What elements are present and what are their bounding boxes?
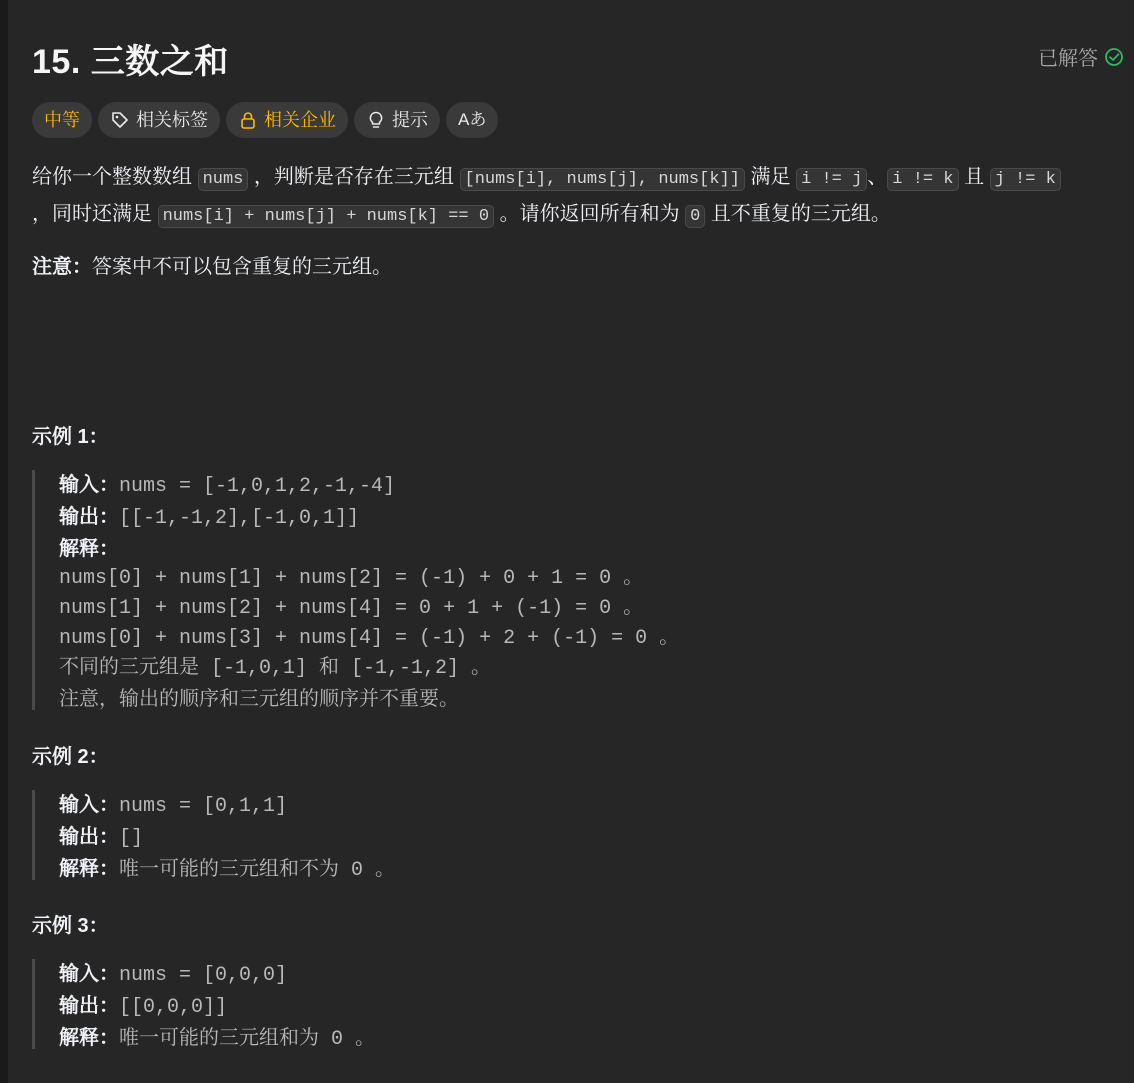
example-3-title: 示例 3： xyxy=(32,915,109,937)
explain-detail-line: nums[1] + nums[2] + nums[4] = 0 + 1 + (-1) = 0 。 xyxy=(59,597,644,620)
example-explain-line xyxy=(59,1023,375,1055)
explain-label: 解释： xyxy=(59,858,119,880)
explain-detail-line: 注意，输出的顺序和三元组的顺序并不重要。 xyxy=(59,688,459,710)
input-label: 输入： xyxy=(59,474,119,496)
statement-text: 、 xyxy=(867,166,888,188)
translate-button[interactable] xyxy=(446,102,498,138)
hint-button[interactable] xyxy=(354,102,440,138)
output-label: 输出： xyxy=(59,826,119,848)
example-explain-line xyxy=(59,854,395,886)
explain-label: 解释： xyxy=(59,1027,119,1049)
note-text: 答案中不可以包含重复的三元组。 xyxy=(92,256,392,278)
explain-detail-line: nums[0] + nums[1] + nums[2] = (-1) + 0 + 1 = 0 。 xyxy=(59,567,644,590)
inline-code: i != k xyxy=(887,168,958,191)
check-circle-icon xyxy=(1104,47,1124,67)
example-explain: 唯一可能的三元组和不为 0 。 xyxy=(119,859,396,882)
example-1-block xyxy=(32,470,679,710)
example-input: nums = [0,1,1] xyxy=(119,795,288,818)
translate-icon: Aあ xyxy=(458,110,487,129)
output-label: 输出： xyxy=(59,506,119,528)
example-input-line xyxy=(59,959,375,991)
input-label: 输入： xyxy=(59,963,119,985)
statement-text: 且不重复的三元组。 xyxy=(705,203,891,225)
statement-text: 且 xyxy=(958,166,990,188)
example-input-line xyxy=(59,470,679,502)
title-row xyxy=(32,34,1124,81)
input-label: 输入： xyxy=(59,794,119,816)
example-output-line xyxy=(59,822,395,854)
explain-label: 解释： xyxy=(59,538,119,560)
note-label: 注意： xyxy=(32,256,92,278)
example-2-title: 示例 2： xyxy=(32,746,109,768)
explain-detail-line: nums[0] + nums[3] + nums[4] = (-1) + 2 + (-1) = 0 。 xyxy=(59,627,680,650)
inline-code: i != j xyxy=(796,168,867,191)
example-output: [[-1,-1,2],[-1,0,1]] xyxy=(119,507,360,530)
lightbulb-icon xyxy=(366,110,386,130)
example-output-line xyxy=(59,991,375,1023)
topics-tag-button[interactable] xyxy=(98,102,220,138)
inline-code: 0 xyxy=(685,205,705,228)
problem-statement xyxy=(32,160,1112,234)
note-paragraph xyxy=(32,250,392,279)
statement-text: 满足 xyxy=(744,166,797,188)
solved-status xyxy=(1038,42,1124,71)
example-output: [] xyxy=(119,827,144,850)
problem-title[interactable]: 15. 三数之和 xyxy=(32,43,229,81)
inline-code: j != k xyxy=(990,168,1061,191)
panel-left-edge xyxy=(0,0,8,1083)
example-explain-line xyxy=(59,534,679,564)
statement-text: 。请你返回所有和为 xyxy=(494,203,686,225)
companies-tag-label: 相关企业 xyxy=(264,110,336,130)
inline-code: nums xyxy=(198,168,249,191)
tag-icon xyxy=(110,110,130,130)
example-output-line xyxy=(59,502,679,534)
inline-code: [nums[i], nums[j], nums[k]] xyxy=(460,168,745,191)
hint-label: 提示 xyxy=(392,110,428,130)
tag-bar xyxy=(32,102,498,138)
statement-text: 给你一个整数数组 xyxy=(32,166,198,188)
example-2-block xyxy=(32,790,395,880)
example-input: nums = [-1,0,1,2,-1,-4] xyxy=(119,475,396,498)
example-explain: 唯一可能的三元组和为 0 。 xyxy=(119,1028,376,1051)
example-input: nums = [0,0,0] xyxy=(119,964,288,987)
difficulty-label: 中等 xyxy=(44,110,80,130)
lock-icon xyxy=(238,110,258,130)
companies-tag-button[interactable] xyxy=(226,102,348,138)
topics-tag-label: 相关标签 xyxy=(136,110,208,130)
output-label: 输出： xyxy=(59,995,119,1017)
example-1-title: 示例 1： xyxy=(32,426,109,448)
example-input-line xyxy=(59,790,395,822)
inline-code: nums[i] + nums[j] + nums[k] == 0 xyxy=(158,205,494,228)
example-output: [[0,0,0]] xyxy=(119,996,228,1019)
example-3-block xyxy=(32,959,375,1049)
statement-text: ，判断是否存在三元组 xyxy=(248,166,460,188)
explain-detail-line: 不同的三元组是 [-1,0,1] 和 [-1,-1,2] 。 xyxy=(59,657,492,680)
difficulty-badge[interactable] xyxy=(32,102,92,138)
solved-label: 已解答 xyxy=(1038,48,1098,70)
statement-text: ，同时还满足 xyxy=(32,203,158,225)
